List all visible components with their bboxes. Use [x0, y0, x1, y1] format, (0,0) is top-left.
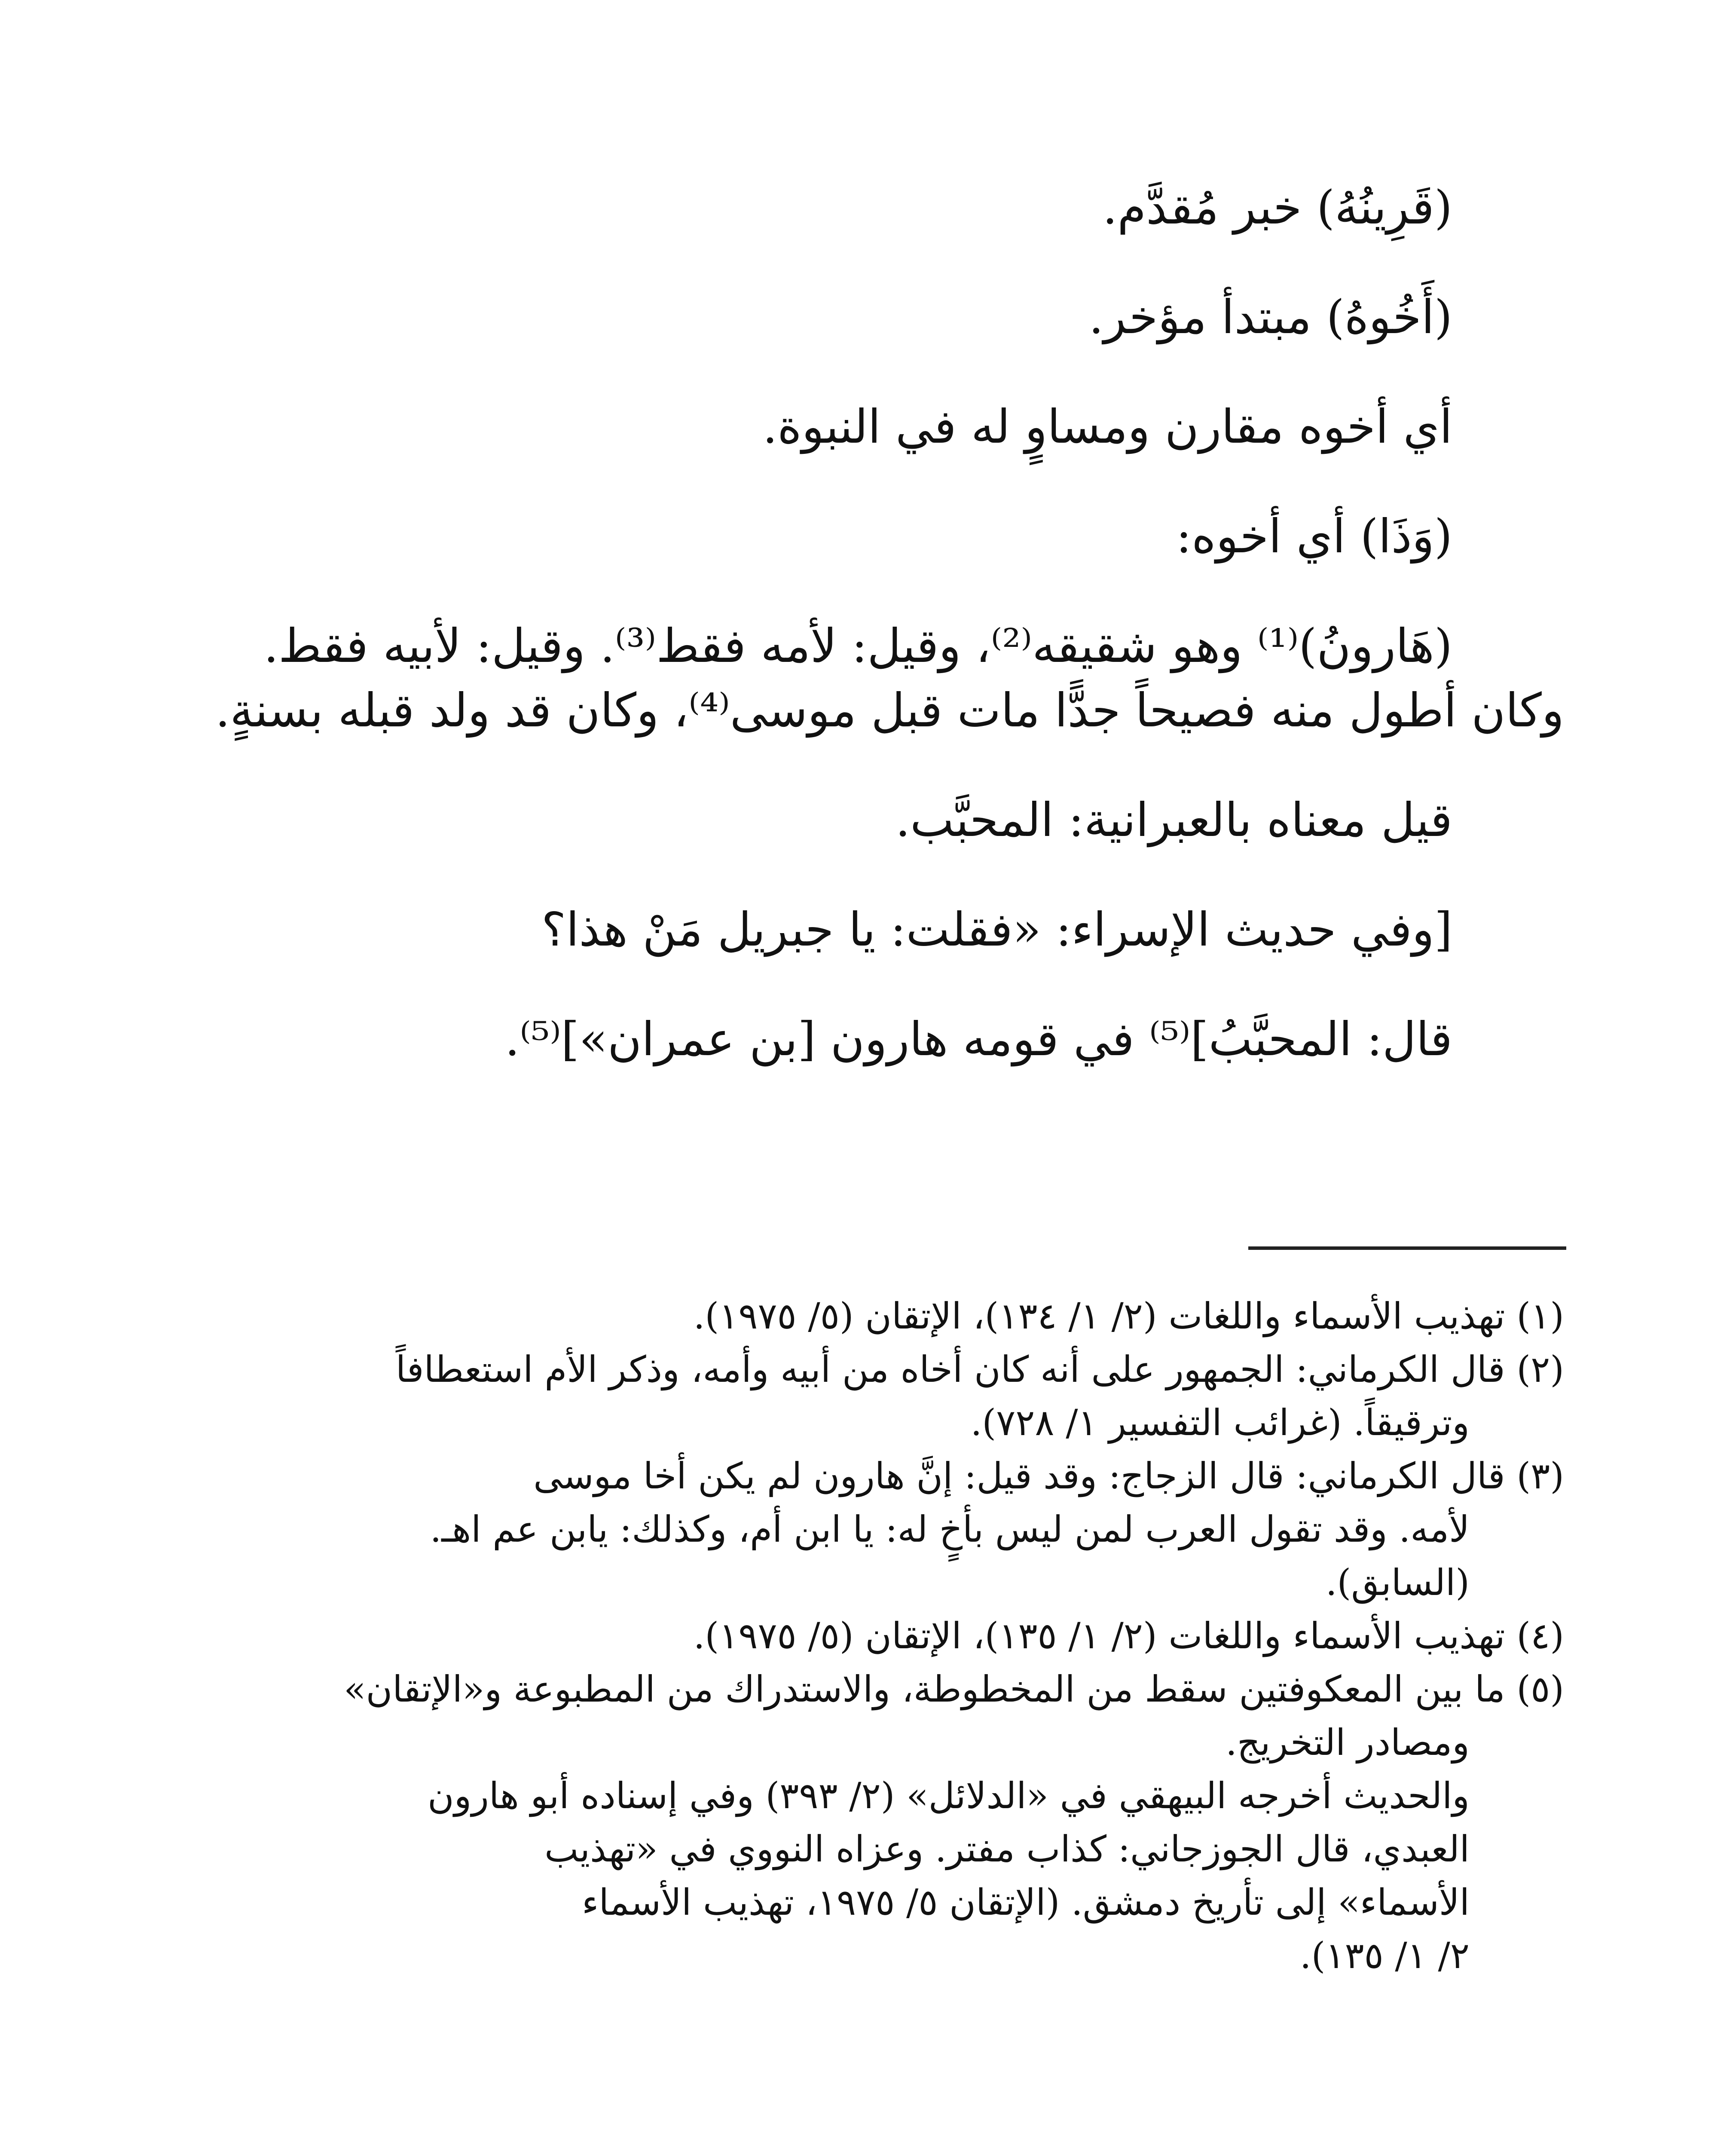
main-text-block [215, 181, 1564, 1081]
footnote-3: (٣) قال الكرماني: قال الزجاج: وقد قيل: إنَّ هارون لم يكن أخا موسى [533, 1455, 1564, 1497]
footnote-5-cont-3: العبدي، قال الجوزجاني: كذاب مفتر. وعزاه النووي في «تهذيب [544, 1828, 1470, 1870]
footnote-4: (٤) تهذيب الأسماء واللغات (٢/ ١/ ١٣٥)، الإتقان (٥/ ١٩٧٥). [693, 1615, 1564, 1657]
main-line-5: (هَارونُ)⁽¹⁾ وهو شقيقه⁽²⁾، وقيل: لأمه فقط⁽³⁾. وقيل: لأبيه فقط. [263, 619, 1452, 673]
main-line-4: (وَذَا) أي أخوه: [1176, 510, 1452, 563]
footnote-separator [1248, 1246, 1566, 1250]
footnote-2-cont: وترقيقاً. (غرائب التفسير ١/ ٧٢٨). [970, 1402, 1470, 1444]
footnote-2: (٢) قال الكرماني: الجمهور على أنه كان أخاه من أبيه وأمه، وذكر الأم استعطافاً [395, 1348, 1564, 1390]
main-line-1: (قَرِينُهُ) خبر مُقدَّم. [1102, 181, 1452, 235]
footnote-5-cont-4: الأسماء» إلى تأريخ دمشق. (الإتقان ٥/ ١٩٧٥، تهذيب الأسماء [582, 1881, 1470, 1923]
main-line-9: قال: المحبَّبُ]⁽⁵⁾ في قومه هارون [بن عمران»]⁽⁵⁾. [505, 1013, 1452, 1066]
main-line-3: أي أخوه مقارن ومساوٍ له في النبوة. [762, 400, 1452, 454]
footnote-5-cont-5: ٢/ ١/ ١٣٥). [1299, 1935, 1470, 1977]
main-line-2: (أَخُوهُ) مبتدأ مؤخر. [1088, 291, 1452, 344]
footnote-5-cont-2: والحديث أخرجه البيهقي في «الدلائل» (٢/ ٣٩٣) وفي إسناده أبو هارون [428, 1775, 1470, 1817]
footnote-3-cont-1: لأمه. وقد تقول العرب لمن ليس بأخٍ له: يا ابن أم، وكذلك: يابن عم اهـ. [430, 1508, 1470, 1550]
footnote-1: (١) تهذيب الأسماء واللغات (٢/ ١/ ١٣٤)، الإتقان (٥/ ١٩٧٥). [693, 1295, 1564, 1337]
footnote-5: (٥) ما بين المعكوفتين سقط من المخطوطة، والاستدراك من المطبوعة و«الإتقان» [344, 1668, 1564, 1710]
main-line-6: وكان أطول منه فصيحاً جدًّا مات قبل موسى⁽⁴⁾، وكان قد ولد قبله بسنةٍ. [215, 684, 1564, 738]
main-line-7: قيل معناه بالعبرانية: المحبَّب. [895, 793, 1452, 847]
main-line-8: [وفي حديث الإسراء: «فقلت: يا جبريل مَنْ هذا؟ [541, 903, 1452, 957]
footnote-3-cont-2: (السابق). [1325, 1561, 1470, 1604]
footnote-5-cont-1: ومصادر التخريج. [1226, 1721, 1470, 1763]
footnotes-block [223, 1295, 1564, 1991]
